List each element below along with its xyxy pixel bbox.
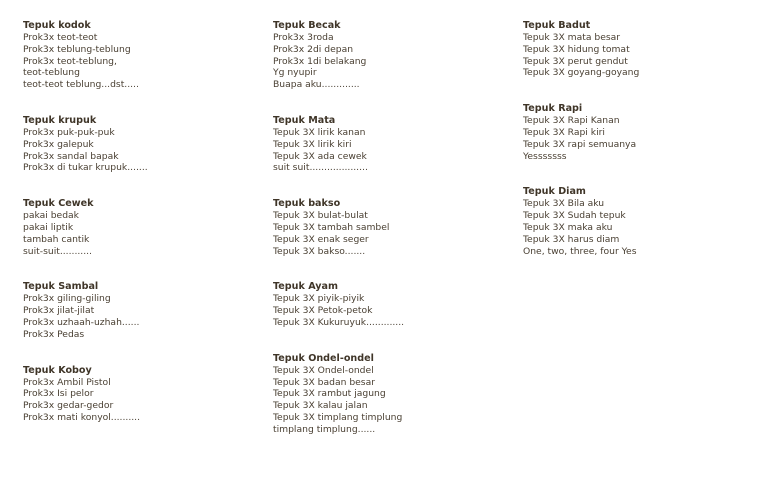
chant-line: Prok3x sandal bapak xyxy=(23,150,119,162)
chant-line: Tepuk 3X lirik kanan xyxy=(273,126,366,138)
chant-line: Tepuk 3X Ondel-ondel xyxy=(273,364,374,376)
chant-block xyxy=(273,198,503,257)
chant-line: Tepuk 3X lirik kiri xyxy=(273,138,352,150)
chant-title: Tepuk Mata xyxy=(273,114,336,126)
chant-line: Tepuk 3X Rapi kiri xyxy=(523,126,605,138)
chant-line: Prok3x teot-teot xyxy=(23,32,98,43)
chant-line: Tepuk 3X rapi semuanya xyxy=(523,138,637,150)
chant-line: Prok3x mati konyol.......... xyxy=(23,411,141,423)
chant-line: Tepuk 3X mata besar xyxy=(523,32,621,43)
chant-title: Tepuk Koboy xyxy=(23,364,92,376)
chant-line: Tepuk 3X piyik-piyik xyxy=(273,293,365,305)
chant-line: Yg nyupir xyxy=(273,67,317,79)
chant-line: Tepuk 3X bakso....... xyxy=(273,245,366,257)
chant-title: Tepuk Cewek xyxy=(23,198,94,210)
chant-line: Tepuk 3X rambut jagung xyxy=(273,388,386,400)
chant-block xyxy=(273,115,503,174)
chant-line: Prok3x teot-teblung, xyxy=(23,55,117,67)
chant-line: Tepuk 3X ada cewek xyxy=(273,150,367,162)
chant-block xyxy=(523,103,758,162)
chant-line: suit suit.................... xyxy=(273,162,368,174)
chant-line: tambah cantik xyxy=(23,233,90,245)
chant-block xyxy=(523,186,758,257)
chant-line: Tepuk 3X tambah sambel xyxy=(273,221,390,233)
chant-line: Buapa aku............. xyxy=(273,79,360,91)
chant-title: Tepuk Sambal xyxy=(23,281,99,293)
chant-block xyxy=(273,281,503,328)
chant-block xyxy=(23,20,253,91)
chant-line: Tepuk 3X enak seger xyxy=(273,233,369,245)
chant-line: Prok3x uzhaah-uzhah...... xyxy=(23,316,140,328)
chant-line: Prok3x jilat-jilat xyxy=(23,305,95,317)
chant-line: Tepuk 3X maka aku xyxy=(523,221,613,233)
chant-line: One, two, three, four Yes xyxy=(523,245,637,257)
chant-block xyxy=(523,20,758,79)
chant-line: Tepuk 3X bulat-bulat xyxy=(273,210,368,222)
column-1 xyxy=(23,20,253,448)
chant-block xyxy=(23,115,253,174)
chant-line: Tepuk 3X Kukuruyuk............. xyxy=(273,316,405,328)
chant-line: Tepuk 3X hidung tomat xyxy=(523,43,630,55)
column-3 xyxy=(523,20,758,281)
chant-line: Tepuk 3X Petok-petok xyxy=(273,305,373,317)
chant-title: Tepuk Ayam xyxy=(273,281,339,293)
chant-title: Tepuk Badut xyxy=(523,20,591,31)
chant-line: teot-teot teblung...dst..... xyxy=(23,79,139,91)
chant-block xyxy=(273,20,503,91)
chant-line: Tepuk 3X harus diam xyxy=(523,233,620,245)
chant-line: teot-teblung xyxy=(23,67,80,79)
chant-block xyxy=(23,198,253,257)
chant-line: Prok3x 1di belakang xyxy=(273,55,367,67)
chant-line: Tepuk 3X Rapi Kanan xyxy=(523,115,620,127)
chant-line: pakai liptik xyxy=(23,221,74,233)
chant-line: Tepuk 3X Bila aku xyxy=(523,198,605,210)
chant-title: Tepuk krupuk xyxy=(23,114,97,126)
chant-line: Yesssssss xyxy=(523,150,567,162)
chant-block xyxy=(273,353,503,436)
chant-line: Tepuk 3X perut gendut xyxy=(523,55,628,67)
chant-line: Prok3x di tukar krupuk....... xyxy=(23,162,148,174)
chant-block xyxy=(23,281,253,340)
chant-title: Tepuk Ondel-ondel xyxy=(273,352,374,364)
chant-line: Tepuk 3X badan besar xyxy=(273,376,376,388)
chant-line: Tepuk 3X Sudah tepuk xyxy=(523,210,626,222)
chant-title: Tepuk Rapi xyxy=(523,103,583,115)
chant-line: Prok3x galepuk xyxy=(23,138,94,150)
chant-line: Prok3x giling-giling xyxy=(23,293,111,305)
chant-line: Prok3x puk-puk-puk xyxy=(23,126,115,138)
chant-title: Tepuk kodok xyxy=(23,20,91,31)
chant-line: pakai bedak xyxy=(23,210,79,222)
chant-line: Prok3x teblung-teblung xyxy=(23,43,131,55)
chant-title: Tepuk Diam xyxy=(523,186,586,198)
chant-title: Tepuk Becak xyxy=(273,20,341,31)
chant-line: Prok3x Isi pelor xyxy=(23,388,94,400)
chant-line: Prok3x 3roda xyxy=(273,32,334,43)
chant-line: Tepuk 3X goyang-goyang xyxy=(523,67,640,79)
chant-line: timplang timplung...... xyxy=(273,423,376,435)
chant-line: Prok3x gedar-gedor xyxy=(23,400,114,412)
chant-line: Prok3x Ambil Pistol xyxy=(23,376,111,388)
chant-line: Tepuk 3X timplang timplung xyxy=(273,411,403,423)
chant-line: Tepuk 3X kalau jalan xyxy=(273,400,368,412)
chant-line: Prok3x Pedas xyxy=(23,328,85,340)
chant-title: Tepuk bakso xyxy=(273,198,341,210)
chant-line: suit-suit........... xyxy=(23,245,92,257)
chant-block xyxy=(23,365,253,424)
chant-line: Prok3x 2di depan xyxy=(273,43,354,55)
column-2 xyxy=(273,20,503,460)
